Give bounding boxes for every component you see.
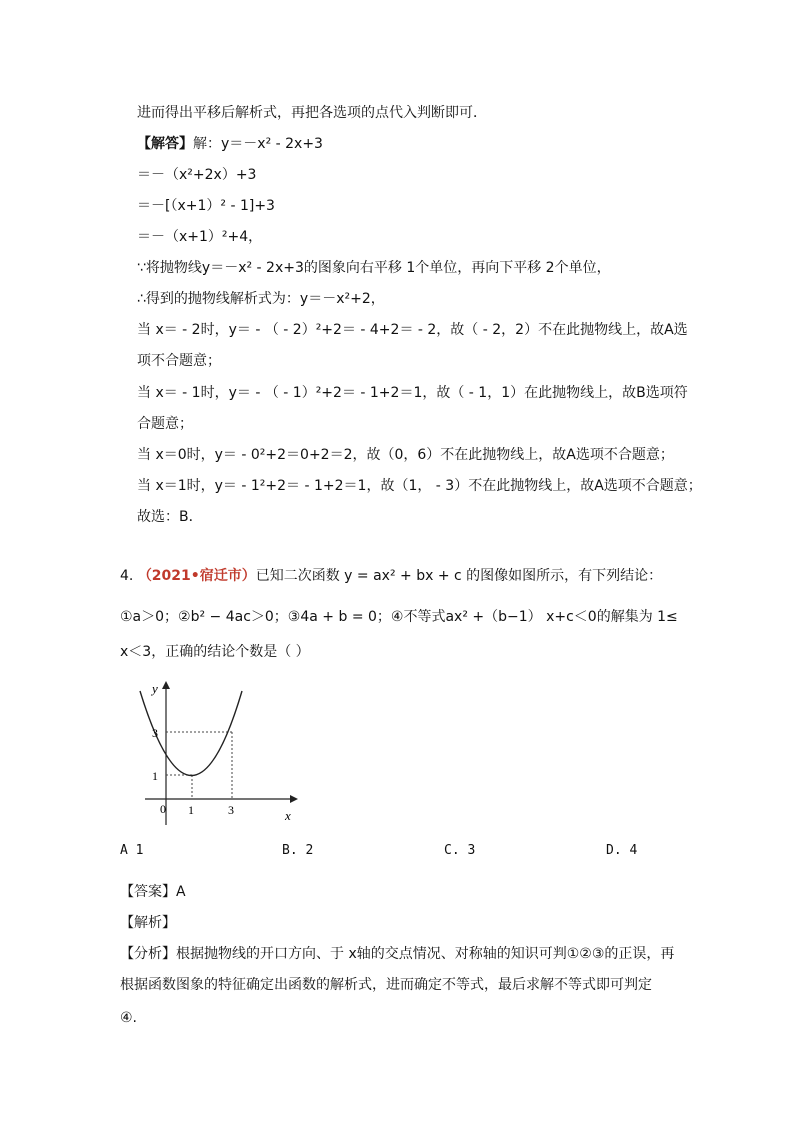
x-axis-label: x <box>285 808 291 823</box>
answer-line: 【答案】A <box>120 884 186 900</box>
solution-line-3: ＝－（x²+2x）+3 <box>137 167 257 183</box>
answer-tag: 【解答】 <box>137 136 193 152</box>
origin-label: 0 <box>160 802 166 816</box>
analysis-line-2: 根据函数图象的特征确定出函数的解析式，进而确定不等式，最后求解不等式即可判定 <box>120 977 652 993</box>
solution-line-13: 当 x＝1时，y＝ - 1²+2＝ - 1+2＝1，故（1， - 3）不在此抛物线上，故A选项不合题意； <box>137 478 702 494</box>
analysis-line-3: ④. <box>120 1010 138 1026</box>
question-stem: 已知二次函数 y = ax² + bx + c 的图像如图所示，有下列结论： <box>255 568 663 584</box>
question-number: 4. <box>120 568 134 584</box>
choice-c[interactable]: C. 3 <box>444 843 476 858</box>
solution-line-8: 当 x＝ - 2时，y＝ - （ - 2）²+2＝ - 4+2＝ - 2，故（ - 2，2）不在此抛物线上，故A选 <box>137 322 688 338</box>
y-axis-label: y <box>152 681 158 696</box>
solution-line-9: 项不合题意； <box>137 353 221 369</box>
x-axis-arrow <box>290 795 298 803</box>
solution-line-14: 故选：B． <box>137 509 203 525</box>
solution-line-7: ∴得到的抛物线解析式为：y＝－x²+2， <box>137 291 385 307</box>
analysis-tag: 【解析】 <box>120 915 176 931</box>
tick-x-3: 3 <box>228 803 234 817</box>
y-axis-arrow <box>162 681 170 689</box>
question-source: （2021•宿迁市） <box>137 568 256 584</box>
tick-y-1: 1 <box>152 769 158 783</box>
solution-line-2: 解：y＝－x² - 2x+3 <box>193 136 323 152</box>
parabola-graph <box>120 675 310 835</box>
tick-x-1: 1 <box>188 803 194 817</box>
choice-a[interactable]: A 1 <box>120 843 144 858</box>
solution-line-5: ＝－（x+1）²+4， <box>137 229 263 245</box>
analysis-line-1: 【分析】根据抛物线的开口方向、于 x轴的交点情况、对称轴的知识可判①②③的正误，再 <box>120 946 675 962</box>
question-conditions: ①a＞0；②b² − 4ac＞0；③4a + b = 0；④不等式ax² +（b−1） x+c＜0的解集为 1≤ <box>120 609 678 625</box>
solution-line-6: ∵将抛物线y＝－x² - 2x+3的图象向右平移 1个单位，再向下平移 2个单位， <box>137 260 611 276</box>
solution-line-11: 合题意； <box>137 416 193 432</box>
question-conditions-2: x＜3，正确的结论个数是（ ） <box>120 644 310 660</box>
solution-line-12: 当 x＝0时，y＝ - 0²+2＝0+2＝2，故（0，6）不在此抛物线上，故A选项不合题意； <box>137 447 674 463</box>
question-header <box>120 565 662 585</box>
tick-y-3: 3 <box>152 726 158 740</box>
solution-answer-line <box>137 134 323 154</box>
solution-line-1: 进而得出平移后解析式，再把各选项的点代入判断即可． <box>137 105 487 121</box>
solution-line-4: ＝－[（x+1）² - 1]+3 <box>137 198 275 214</box>
choice-b[interactable]: B. 2 <box>282 843 314 858</box>
choice-d[interactable]: D. 4 <box>606 843 638 858</box>
solution-line-10: 当 x＝ - 1时，y＝ - （ - 1）²+2＝ - 1+2＝1，故（ - 1，1）在此抛物线上，故B选项符 <box>137 385 688 401</box>
